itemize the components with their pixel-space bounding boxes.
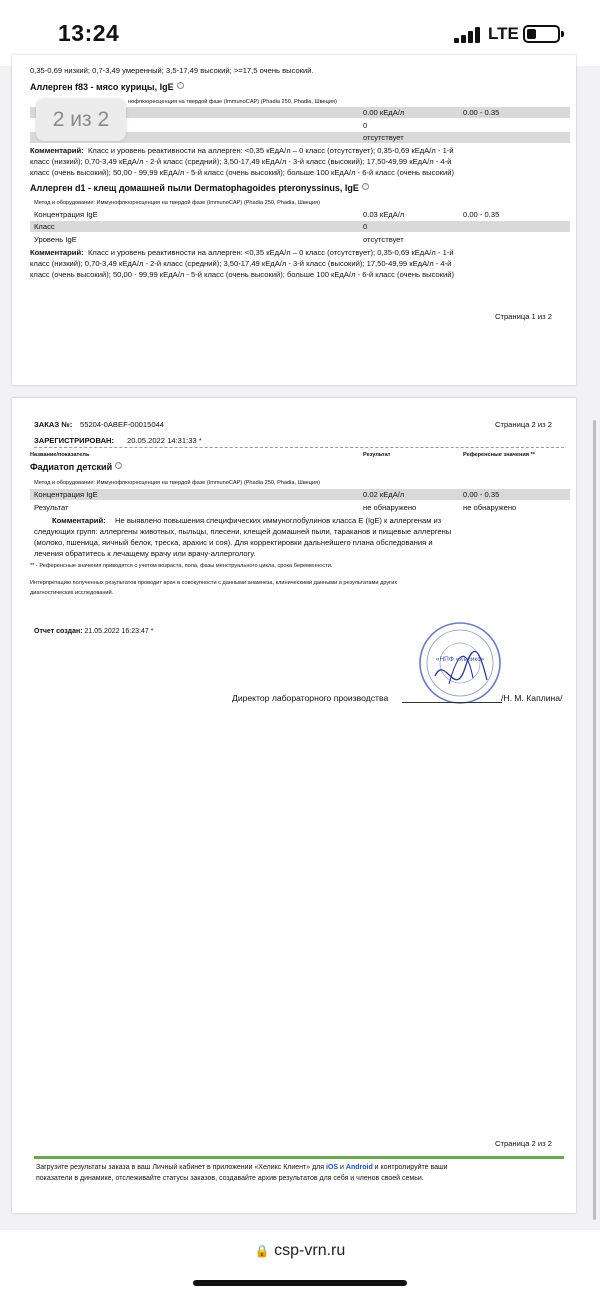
registered-value: 20.05.2022 14:31:33 * [127, 436, 202, 445]
scrollbar[interactable] [593, 420, 596, 1220]
order-label: ЗАКАЗ №: [34, 420, 73, 429]
allergen-d1-title: Аллерген d1 - клещ домашней пыли Dermatophagoides pteronyssinus, IgE ? [30, 183, 369, 193]
scale-line: 0,35-0,69 низкий; 0,7-3,49 умеренный; 3,5-17,49 высокий; >=17,5 очень высокий. [30, 66, 314, 75]
table-row-value: 0.02 кЕдА/л [363, 490, 405, 499]
page-number: Страница 2 из 2 [495, 1139, 552, 1148]
clock: 13:24 [58, 20, 120, 46]
concentration-value: 0.00 кЕдА/л [363, 108, 405, 117]
reference-value: 0.00 - 0.35 [463, 108, 500, 117]
method-line: нофлюоресценция на твердой фазе (ImmunoCAP) (Phadia 250, Phadia, Швеция) [128, 99, 337, 105]
table-row-name: Результат [34, 503, 69, 512]
director-label: Директор лабораторного производства [232, 693, 389, 703]
table-row-value: 0 [363, 222, 368, 231]
seal-stamp [415, 618, 505, 708]
level-value: отсутствует [363, 133, 404, 142]
info-icon[interactable]: ? [362, 183, 369, 190]
home-indicator[interactable] [193, 1280, 407, 1286]
footer-line: показатели в динамике, отслеживайте статусы заказов, создавайте архив результатов для себя и членов своей семьи. [36, 1175, 424, 1182]
table-row-value: отсутствует [363, 235, 404, 244]
comment-label: Комментарий: [30, 146, 84, 155]
table-row-name: Класс [34, 222, 55, 231]
page-number: Страница 1 из 2 [495, 312, 552, 321]
address-bar[interactable] [0, 1242, 600, 1260]
table-row-name: Уровень IgE [34, 235, 77, 244]
column-header-ref: Референсные значения ** [463, 452, 535, 458]
browser-bottom-bar [0, 1230, 600, 1297]
interpretation-line: Интерпретацию полученных результатов проводит врач в совокупности с данными анамнеза, клиническими данными и результатами других [30, 580, 398, 586]
method-line: Метод и оборудование: Иммунофлюоресценция на твердой фазе (ImmunoCAP) (Phadia 250, Phadia, Швеция) [34, 200, 320, 206]
comment-line: следующих групп: аллергены животных, пыльцы, плесени, клещей домашней пыли, тараканов и пищевые аллергены [34, 527, 452, 536]
allergen-f83-title: Аллерген f83 - мясо курицы, IgE ? [30, 82, 184, 92]
column-header-result: Результат [363, 452, 391, 458]
registered-label: ЗАРЕГИСТРИРОВАН: [34, 436, 115, 445]
battery-icon [523, 25, 560, 43]
comment-label: Комментарий: [52, 516, 106, 525]
column-header-name: Название/показатель [30, 452, 90, 458]
info-icon[interactable]: ? [177, 82, 184, 89]
comment-line: (молоко, пшеница, яичный белок, треска, арахис и соя). Для корректировки дальнейшего плана обследования и [34, 538, 433, 547]
network-type: LTE [488, 24, 519, 43]
class-value: 0 [363, 121, 368, 130]
comment-line: класс (низкий); 0,70-3,49 кЕдА/л - 2-й класс (средний); 3,50-17,49 кЕдА/л - 3-й класс (высокий); 17,50-49,99 кЕдА/л - 4-й [30, 259, 452, 268]
table-row-name: Концентрация IgE [34, 490, 98, 499]
method-line: Метод и оборудование: Иммунофлюоресценция на твердой фазе (ImmunoCAP) (Phadia 250, Phadia, Швеция) [34, 480, 320, 486]
director-name: /Н. М. Каплина/ [501, 693, 563, 703]
comment-line: Класс и уровень реактивности на аллерген: <0,35 кЕдА/л – 0 класс (отсутствует); 0,35-0,69 кЕдА/л - 1-й [88, 146, 454, 155]
order-number: 55204-0ABEF-00015044 [80, 420, 165, 429]
comment-line: лечения обратитесь к лечащему врачу или врачу-аллергологу. [34, 549, 256, 558]
test-title: Фадиатоп детский ? [30, 462, 122, 472]
comment-line: класс (очень высокий); 50,00 - 99,99 кЕдА/л - 5-й класс (очень высокий); больше 100 кЕдА/л - 6-й класс (очень высокий) [30, 270, 455, 279]
footer-app-line: Загрузите результаты заказа в ваш Личный кабинет в приложении «Хеликс Клиент» для iOS и Android и контролируйте ваши [36, 1164, 448, 1171]
comment-label: Комментарий: [30, 248, 84, 257]
table-row-ref: 0.00 - 0.35 [463, 490, 500, 499]
page-number: Страница 2 из 2 [495, 420, 552, 429]
comment-line: Не выявлено повышения специфических иммуноглобулинов класса Е (IgE) к аллергенам из [115, 516, 442, 525]
stamp-text: «НПФ «Хеликс» [435, 656, 485, 663]
cellular-signal-icon [454, 27, 482, 43]
table-row-ref: не обнаружено [463, 503, 517, 512]
ios-link[interactable]: iOS [326, 1164, 339, 1171]
lock-icon: 🔒 [254, 1244, 270, 1258]
footnote: ** - Референсные значения приводятся с учетом возраста, пола, фазы менструального цикла, срока беременности. [30, 563, 333, 569]
comment-line: Класс и уровень реактивности на аллерген: <0,35 кЕдА/л – 0 класс (отсутствует); 0,35-0,69 кЕдА/л - 1-й [88, 248, 454, 257]
interpretation-line: диагностических исследований. [30, 590, 114, 596]
footer-divider [34, 1156, 564, 1159]
table-row-value: не обнаружено [363, 503, 417, 512]
table-row-ref: 0.00 - 0.35 [463, 210, 500, 219]
android-link[interactable]: Android [345, 1164, 373, 1171]
info-icon[interactable]: ? [115, 462, 122, 469]
comment-line: класс (низкий); 0,70-3,49 кЕдА/л - 2-й класс (средний); 3,50-17,49 кЕдА/л - 3-й класс (высокий); 17,50-49,99 кЕдА/л - 4-й [30, 157, 452, 166]
table-row-value: 0.03 кЕдА/л [363, 210, 405, 219]
document-page-2 [12, 398, 576, 1213]
url-text: csp-vrn.ru [274, 1242, 346, 1259]
page-indicator: 2 из 2 [36, 99, 126, 141]
table-row-name: Концентрация IgE [34, 210, 98, 219]
comment-line: класс (очень высокий); 50,00 - 99,99 кЕдА/л - 5-й класс (очень высокий); больше 100 кЕдА/л - 6-й класс (очень высокий) [30, 168, 455, 177]
report-created: Отчет создан: 21.05.2022 16:23:47 * [34, 628, 154, 635]
